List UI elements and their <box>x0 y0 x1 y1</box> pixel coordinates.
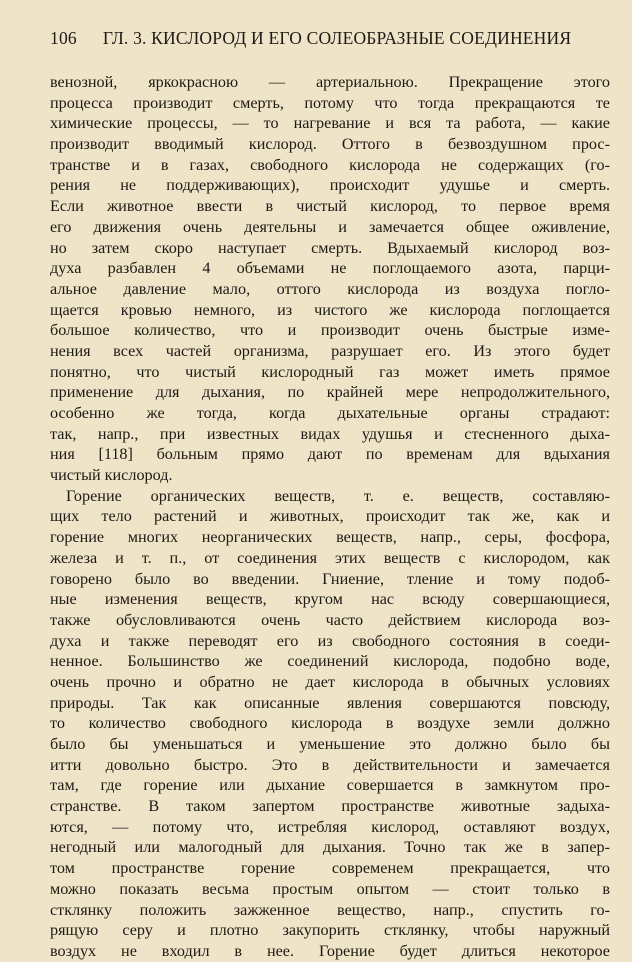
text-line: очень прочно и обратно не дает кислорода в обычных условиях <box>50 672 610 691</box>
text-line: большое количество, что и производит очень быстрые изме- <box>50 321 610 340</box>
text-line: щих тело растений и животных, происходит так же, как и <box>50 507 610 526</box>
text-line: ные изменения веществ, кругом нас всюду совершающиеся, <box>50 590 610 609</box>
text-line: химические процессы, — то нагревание и вся та работа, — какие <box>50 114 610 133</box>
text-line: особенно же тогда, когда дыхательные органы страдают: <box>50 404 610 422</box>
text-line: было бы уменьшаться и уменьшение это должно было бы <box>50 735 610 753</box>
text-line: железа и т. п., от соединения этих веществ с кислородом, как <box>50 548 610 567</box>
text-line: духа разбавлен 4 объемами не поглощаемого азота, парци- <box>50 259 610 278</box>
text-line: Горение органических веществ, т. е. веществ, составляю- <box>66 486 610 505</box>
text-line: транстве и в газах, свободного кислорода не содержащих (го- <box>50 155 610 174</box>
text-line: Если животное ввести в чистый кислород, то первое время <box>50 197 610 216</box>
text-line: процесса производит смерть, потому что тогда прекращаются те <box>50 93 610 112</box>
text-line: итти довольно быстро. Это в действительности и замечается <box>50 755 610 774</box>
text-line: нения всех частей организма, разрушает его. Из этого будет <box>50 341 610 360</box>
text-line: рения не поддерживающих), происходит удушье и смерть. <box>50 176 610 195</box>
text-line: его движения очень деятельны и замечается общее оживление, <box>50 217 610 236</box>
text-line: там, где горение или дыхание совершается в замкнутом про- <box>50 776 610 795</box>
text-line: ются, — потому что, истребляя кислород, оставляют воздух, <box>50 817 610 836</box>
text-line: стклянку положить зажженное вещество, напр., спустить го- <box>50 900 610 919</box>
text-line: негодный или малогодный для дыхания. Точно так же в запер- <box>50 838 610 857</box>
text-line: духа и также переводят его из свободного состояния в соеди- <box>50 631 610 650</box>
text-line: то количество свободного кислорода в воздухе земли должно <box>50 714 610 733</box>
text-line: ненное. Большинство же соединений кислорода, подобно воде, <box>50 652 610 671</box>
text-line: странстве. В таком запертом пространстве животные задыха- <box>50 797 610 816</box>
text-line: щается кровью немного, из чистого же кислорода поглощается <box>50 300 610 319</box>
body-text <box>50 72 610 962</box>
text-line: применение для дыхания, по крайней мере непродолжительного, <box>50 383 610 402</box>
text-line: альное давление мало, оттого кислорода из воздуха погло- <box>50 279 610 298</box>
running-title: ГЛ. 3. КИСЛОРОД И ЕГО СОЛЕОБРАЗНЫЕ СОЕДИНЕНИЯ <box>102 28 572 48</box>
text-line: чистый кислород. <box>50 466 173 485</box>
text-line: также обусловливаются очень часто действием кислорода воз- <box>50 610 610 629</box>
text-line: том пространстве горение современем прекращается, что <box>50 859 610 878</box>
text-line: ния [118] больным прямо дают по временам для вдыхания <box>50 445 610 464</box>
text-line: воздух не входил в нее. Горение будет длиться некоторое <box>50 941 610 960</box>
page-header <box>50 28 610 62</box>
text-line: можно показать весьма простым опытом — стоит только в <box>50 879 610 898</box>
text-line: понятно, что чистый кислородный газ может иметь прямое <box>50 362 610 381</box>
text-line: природы. Так как описанные явления совершаются повсюду, <box>50 693 610 712</box>
text-line: так, напр., при известных видах удушья и стесненного дыха- <box>50 424 610 443</box>
page-number: 106 <box>50 28 77 48</box>
text-line: производит вводимый кислород. Оттого в безвоздушном прос- <box>50 135 610 154</box>
text-line: но затем скоро наступает смерть. Вдыхаемый кислород воз- <box>50 238 610 257</box>
text-line: рящую серу и плотно закупорить стклянку, чтобы наружный <box>50 921 610 940</box>
text-line: венозной, яркокрасною — артериальною. Прекращение этого <box>50 73 610 91</box>
text-line: говорено было во введении. Гниение, тление и тому подоб- <box>50 569 610 588</box>
paragraph <box>50 72 610 486</box>
text-line: горение многих неорганических веществ, напр., серы, фосфора, <box>50 528 610 547</box>
paragraph <box>50 486 610 962</box>
